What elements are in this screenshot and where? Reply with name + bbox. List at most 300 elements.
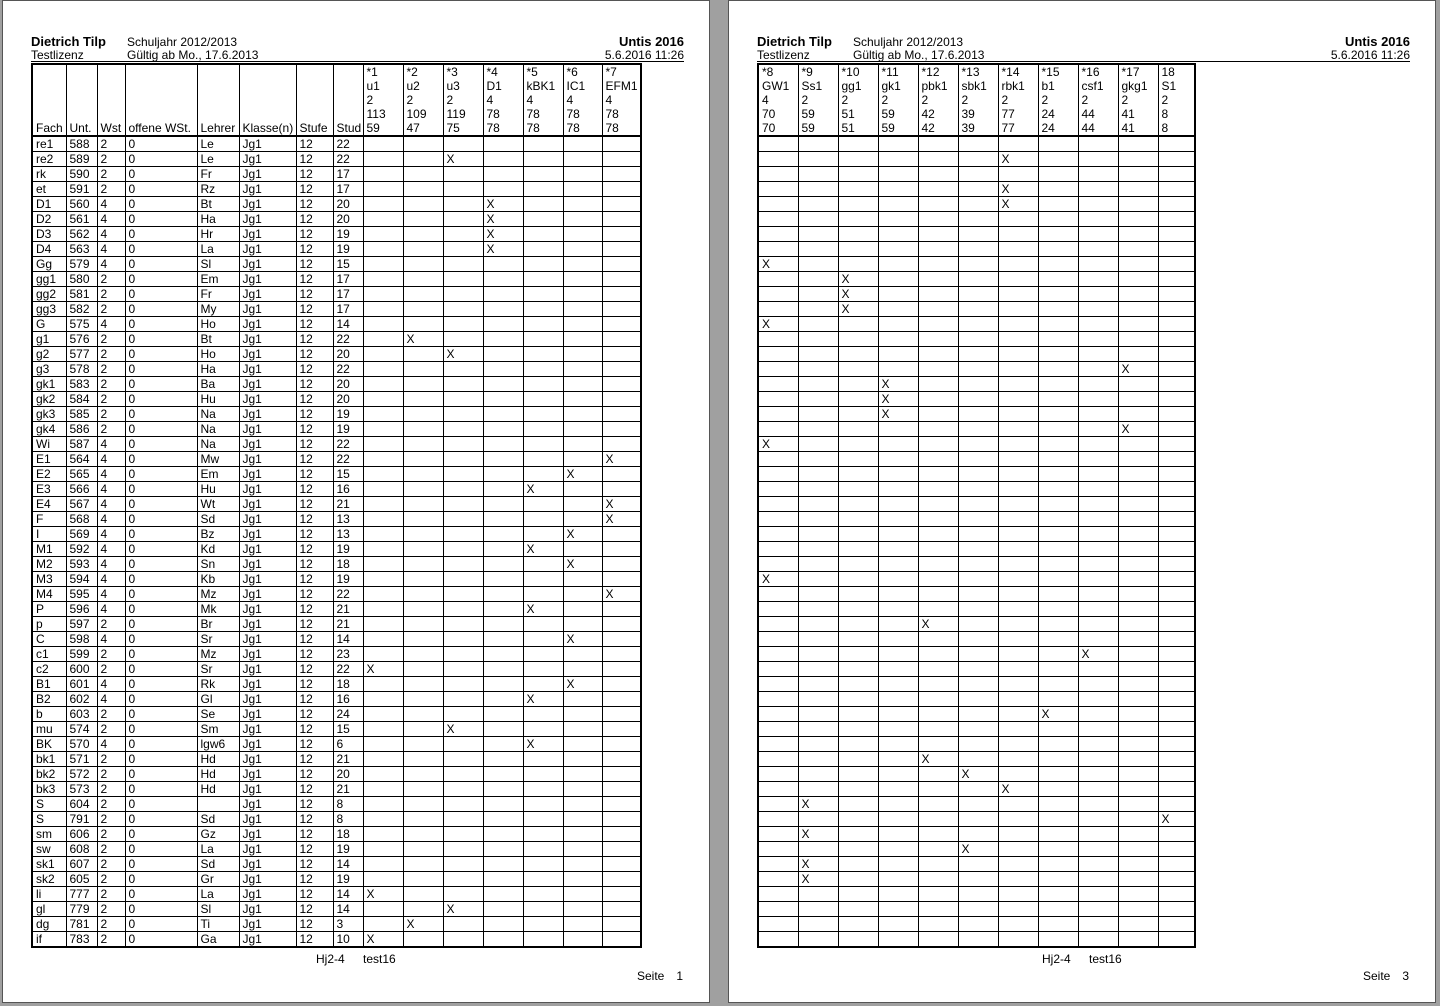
assignment-mark	[1118, 647, 1158, 662]
assignment-mark	[523, 212, 563, 227]
table-cell: 579	[66, 257, 97, 272]
assignment-mark	[1038, 827, 1078, 842]
assignment-mark	[443, 797, 483, 812]
assignment-mark	[798, 812, 838, 827]
assignment-mark	[878, 242, 918, 257]
course-group-line: u2	[406, 79, 420, 93]
table-cell: 582	[66, 302, 97, 317]
assignment-mark	[602, 662, 641, 677]
assignment-mark	[1118, 407, 1158, 422]
assignment-mark	[523, 497, 563, 512]
table-cell: 2	[97, 812, 125, 827]
assignment-mark	[1038, 572, 1078, 587]
assignment-mark	[563, 136, 602, 152]
table-cell: 14	[333, 317, 363, 332]
assignment-mark	[523, 422, 563, 437]
assignment-mark	[443, 497, 483, 512]
table-cell: 19	[333, 242, 363, 257]
assignment-mark	[758, 647, 798, 662]
footer-code: Hj2-4	[316, 952, 345, 966]
assignment-mark	[758, 677, 798, 692]
course-group-line: 78	[566, 107, 580, 121]
assignment-mark	[958, 362, 998, 377]
assignment-mark	[403, 782, 443, 797]
assignment-mark	[1118, 782, 1158, 797]
assignment-mark	[443, 362, 483, 377]
assignment-mark	[838, 692, 878, 707]
assignment-mark: X	[483, 197, 523, 212]
table-cell: Jg1	[239, 152, 296, 167]
table-cell: Jg1	[239, 242, 296, 257]
assignment-mark	[1158, 377, 1195, 392]
assignment-mark	[443, 407, 483, 422]
assignment-mark	[918, 527, 958, 542]
table-cell: 0	[125, 767, 197, 782]
table-cell: Sr	[197, 632, 239, 647]
course-group-line: rbk1	[1001, 79, 1025, 93]
course-group-line: 2	[961, 93, 969, 107]
assignment-mark	[958, 242, 998, 257]
assignment-mark	[602, 812, 641, 827]
course-group-line: 59	[801, 121, 815, 135]
table-cell: Jg1	[239, 752, 296, 767]
assignment-mark	[1118, 136, 1158, 152]
table-cell: 12	[296, 167, 333, 182]
table-cell: 12	[296, 647, 333, 662]
assignment-mark	[523, 167, 563, 182]
table-cell: 589	[66, 152, 97, 167]
table-row	[32, 857, 641, 872]
table-row	[758, 857, 1195, 872]
assignment-mark	[563, 902, 602, 917]
table-row	[758, 422, 1195, 437]
assignment-mark	[998, 827, 1038, 842]
assignment-mark	[443, 707, 483, 722]
assignment-mark	[363, 647, 403, 662]
table-row	[32, 812, 641, 827]
table-cell: 12	[296, 302, 333, 317]
table-cell: 19	[333, 407, 363, 422]
assignment-mark	[838, 707, 878, 722]
table-cell: 580	[66, 272, 97, 287]
page-number-value: 3	[1402, 969, 1410, 983]
assignment-mark	[1158, 827, 1195, 842]
assignment-mark	[563, 827, 602, 842]
course-group-line: 70	[762, 107, 776, 121]
table-cell: Jg1	[239, 707, 296, 722]
assignment-mark: X	[403, 332, 443, 347]
assignment-mark	[523, 572, 563, 587]
table-cell: Jg1	[239, 587, 296, 602]
table-cell: 791	[66, 812, 97, 827]
assignment-mark	[363, 587, 403, 602]
assignment-mark	[1158, 317, 1195, 332]
assignment-mark	[443, 287, 483, 302]
assignment-mark	[563, 932, 602, 948]
table-cell: 4	[97, 317, 125, 332]
assignment-mark	[403, 227, 443, 242]
table-cell: Jg1	[239, 677, 296, 692]
assignment-mark	[563, 707, 602, 722]
assignment-mark	[958, 152, 998, 167]
assignment-mark	[958, 812, 998, 827]
course-group-line: kBK1	[526, 79, 556, 93]
table-cell: Jg1	[239, 722, 296, 737]
assignment-mark	[758, 362, 798, 377]
assignment-mark	[443, 542, 483, 557]
assignment-mark	[563, 167, 602, 182]
assignment-mark	[403, 136, 443, 152]
table-cell: 12	[296, 377, 333, 392]
table-cell: Jg1	[239, 136, 296, 152]
course-group-line: 41	[1121, 121, 1135, 135]
assignment-mark	[838, 452, 878, 467]
assignment-mark	[483, 572, 523, 587]
assignment-mark	[798, 242, 838, 257]
table-cell: Jg1	[239, 887, 296, 902]
table-cell: b	[32, 707, 66, 722]
assignment-mark	[1038, 782, 1078, 797]
assignment-mark	[1118, 662, 1158, 677]
assignment-mark	[958, 917, 998, 932]
assignment-mark	[483, 287, 523, 302]
assignment-mark	[798, 302, 838, 317]
assignment-mark	[878, 482, 918, 497]
assignment-mark	[1038, 136, 1078, 152]
assignment-mark	[798, 152, 838, 167]
assignment-mark	[758, 557, 798, 572]
assignment-mark	[602, 527, 641, 542]
table-cell: Jg1	[239, 197, 296, 212]
assignment-mark: X	[798, 797, 838, 812]
table-row	[758, 152, 1195, 167]
table-cell: 0	[125, 182, 197, 197]
assignment-mark	[878, 452, 918, 467]
assignment-mark	[1118, 212, 1158, 227]
table-cell: 567	[66, 497, 97, 512]
assignment-mark	[958, 872, 998, 887]
course-group-line: *16	[1081, 65, 1100, 79]
table-cell: 0	[125, 467, 197, 482]
table-cell: Hd	[197, 767, 239, 782]
assignment-mark	[878, 932, 918, 948]
assignment-mark	[1118, 467, 1158, 482]
course-group-line: 51	[841, 121, 855, 135]
assignment-mark	[998, 767, 1038, 782]
assignment-mark	[403, 797, 443, 812]
course-group-line: 2	[801, 93, 809, 107]
table-cell: Jg1	[239, 767, 296, 782]
assignment-mark	[958, 722, 998, 737]
assignment-mark	[602, 722, 641, 737]
assignment-mark	[1118, 617, 1158, 632]
page-header	[757, 34, 1410, 62]
course-group-header	[1038, 64, 1078, 136]
assignment-mark	[878, 347, 918, 362]
assignment-mark	[878, 257, 918, 272]
course-group-line: S1	[1161, 79, 1177, 93]
course-group-line: 39	[961, 121, 975, 135]
table-row	[32, 917, 641, 932]
assignment-mark	[363, 767, 403, 782]
assignment-mark	[563, 767, 602, 782]
assignment-mark	[918, 707, 958, 722]
table-row	[758, 647, 1195, 662]
assignment-mark	[483, 512, 523, 527]
assignment-mark	[523, 452, 563, 467]
assignment-mark	[998, 167, 1038, 182]
assignment-mark	[363, 752, 403, 767]
assignment-mark	[363, 872, 403, 887]
table-cell: 2	[97, 797, 125, 812]
table-cell: BK	[32, 737, 66, 752]
table-cell: 2	[97, 407, 125, 422]
course-group-line: 78	[605, 107, 619, 121]
course-group-line: 75	[446, 121, 460, 135]
table-row	[758, 767, 1195, 782]
assignment-mark	[758, 812, 798, 827]
table-row	[758, 827, 1195, 842]
assignment-mark	[838, 902, 878, 917]
assignment-mark	[998, 842, 1038, 857]
assignment-mark	[758, 467, 798, 482]
assignment-mark	[1158, 557, 1195, 572]
table-cell: Ha	[197, 362, 239, 377]
table-cell: 2	[97, 272, 125, 287]
table-row	[32, 542, 641, 557]
assignment-mark	[523, 272, 563, 287]
assignment-mark	[443, 197, 483, 212]
assignment-mark	[403, 902, 443, 917]
table-cell: Jg1	[239, 392, 296, 407]
assignment-mark	[403, 872, 443, 887]
table-cell: 598	[66, 632, 97, 647]
course-group-line: *10	[841, 65, 860, 79]
assignment-mark: X	[998, 197, 1038, 212]
assignment-mark	[838, 377, 878, 392]
table-cell: 12	[296, 497, 333, 512]
table-cell: 2	[97, 136, 125, 152]
table-cell: Hd	[197, 782, 239, 797]
table-cell: re2	[32, 152, 66, 167]
table-cell: 12	[296, 392, 333, 407]
table-cell: 781	[66, 917, 97, 932]
course-group-line: *3	[446, 65, 458, 79]
assignment-mark	[958, 392, 998, 407]
assignment-mark	[523, 242, 563, 257]
course-group-line: 42	[921, 107, 935, 121]
assignment-mark	[838, 527, 878, 542]
table-cell: Sd	[197, 812, 239, 827]
table-cell: Ti	[197, 917, 239, 932]
assignment-mark	[443, 752, 483, 767]
assignment-mark	[1158, 167, 1195, 182]
assignment-mark	[798, 677, 838, 692]
table-cell: 19	[333, 842, 363, 857]
assignment-mark: X	[602, 497, 641, 512]
assignment-mark	[403, 722, 443, 737]
assignment-mark	[1038, 257, 1078, 272]
assignment-mark	[363, 452, 403, 467]
assignment-mark	[443, 842, 483, 857]
assignment-mark	[878, 677, 918, 692]
assignment-mark: X	[363, 887, 403, 902]
assignment-mark	[918, 887, 958, 902]
assignment-mark	[838, 677, 878, 692]
table-cell: 12	[296, 242, 333, 257]
assignment-mark	[878, 887, 918, 902]
assignment-mark	[1158, 707, 1195, 722]
table-cell: 2	[97, 662, 125, 677]
assignment-mark	[563, 152, 602, 167]
table-cell: 2	[97, 347, 125, 362]
course-group-line: 2	[1161, 93, 1169, 107]
assignment-mark	[403, 407, 443, 422]
assignment-mark	[878, 557, 918, 572]
assignment-mark	[483, 872, 523, 887]
assignment-mark	[443, 782, 483, 797]
assignment-mark	[602, 902, 641, 917]
course-group-header	[918, 64, 958, 136]
table-cell: Jg1	[239, 827, 296, 842]
assignment-mark	[523, 512, 563, 527]
assignment-mark	[758, 662, 798, 677]
assignment-mark	[798, 752, 838, 767]
page-header	[31, 34, 684, 62]
assignment-mark	[1158, 287, 1195, 302]
assignment-mark	[483, 827, 523, 842]
table-cell: Jg1	[239, 542, 296, 557]
table-cell: 20	[333, 377, 363, 392]
assignment-mark	[1158, 647, 1195, 662]
assignment-mark	[758, 527, 798, 542]
course-group-line: sbk1	[961, 79, 987, 93]
assignment-mark	[798, 602, 838, 617]
print-date: 5.6.2016 11:26	[1330, 48, 1410, 62]
table-row	[32, 377, 641, 392]
table-cell: 0	[125, 332, 197, 347]
table-cell: 594	[66, 572, 97, 587]
assignment-mark	[523, 917, 563, 932]
table-row	[758, 557, 1195, 572]
page-number	[1363, 969, 1409, 983]
table-row	[32, 437, 641, 452]
assignment-mark	[918, 767, 958, 782]
assignment-mark	[1158, 512, 1195, 527]
table-cell: Jg1	[239, 212, 296, 227]
table-row	[758, 542, 1195, 557]
table-cell: 12	[296, 782, 333, 797]
assignment-mark	[1158, 662, 1195, 677]
assignment-mark	[403, 422, 443, 437]
table-cell: 12	[296, 602, 333, 617]
assignment-mark	[1158, 797, 1195, 812]
course-group-line: 2	[1081, 93, 1089, 107]
course-group-line: 47	[406, 121, 420, 135]
table-row	[758, 197, 1195, 212]
assignment-mark	[523, 827, 563, 842]
table-cell: Jg1	[239, 872, 296, 887]
assignment-mark	[363, 602, 403, 617]
assignment-mark	[798, 167, 838, 182]
table-cell: D4	[32, 242, 66, 257]
table-cell: 0	[125, 197, 197, 212]
assignment-mark	[1078, 677, 1118, 692]
assignment-mark	[958, 212, 998, 227]
assignment-mark	[523, 647, 563, 662]
assignment-mark	[363, 617, 403, 632]
assignment-mark	[798, 737, 838, 752]
assignment-mark	[602, 872, 641, 887]
assignment-mark	[918, 167, 958, 182]
table-cell: 0	[125, 827, 197, 842]
course-group-header	[878, 64, 918, 136]
table-cell: Jg1	[239, 317, 296, 332]
assignment-mark	[838, 467, 878, 482]
table-cell: E2	[32, 467, 66, 482]
assignment-mark	[798, 902, 838, 917]
table-row	[758, 482, 1195, 497]
assignment-mark	[958, 407, 998, 422]
assignment-mark	[1158, 407, 1195, 422]
assignment-mark	[363, 527, 403, 542]
assignment-mark	[1158, 902, 1195, 917]
assignment-mark	[523, 227, 563, 242]
table-cell: c2	[32, 662, 66, 677]
assignment-mark	[798, 257, 838, 272]
assignment-mark	[403, 212, 443, 227]
table-cell: Jg1	[239, 647, 296, 662]
table-cell: 602	[66, 692, 97, 707]
assignment-mark	[602, 542, 641, 557]
assignment-mark	[483, 887, 523, 902]
assignment-mark	[1038, 302, 1078, 317]
assignment-mark	[1078, 437, 1118, 452]
assignment-mark	[798, 692, 838, 707]
assignment-mark	[758, 512, 798, 527]
table-cell: 0	[125, 302, 197, 317]
assignment-mark	[1158, 527, 1195, 542]
assignment-mark	[1118, 287, 1158, 302]
table-cell: B2	[32, 692, 66, 707]
table-row	[32, 482, 641, 497]
assignment-mark	[758, 872, 798, 887]
assignment-mark	[1038, 497, 1078, 512]
table-cell: M4	[32, 587, 66, 602]
table-row	[758, 182, 1195, 197]
assignment-mark	[602, 407, 641, 422]
table-cell: Na	[197, 437, 239, 452]
table-cell: 0	[125, 287, 197, 302]
assignment-mark	[483, 602, 523, 617]
assignment-mark	[1078, 136, 1118, 152]
table-cell: 569	[66, 527, 97, 542]
footer-code: Hj2-4	[1042, 952, 1071, 966]
table-row	[32, 257, 641, 272]
table-cell: My	[197, 302, 239, 317]
course-group-line: *17	[1121, 65, 1140, 79]
assignment-mark	[998, 212, 1038, 227]
assignment-mark	[798, 647, 838, 662]
assignment-mark	[1038, 422, 1078, 437]
course-group-line: 78	[526, 107, 540, 121]
assignment-mark	[958, 377, 998, 392]
table-cell: 12	[296, 257, 333, 272]
assignment-mark	[1118, 482, 1158, 497]
assignment-mark	[483, 767, 523, 782]
table-cell: 21	[333, 602, 363, 617]
assignment-mark	[838, 767, 878, 782]
